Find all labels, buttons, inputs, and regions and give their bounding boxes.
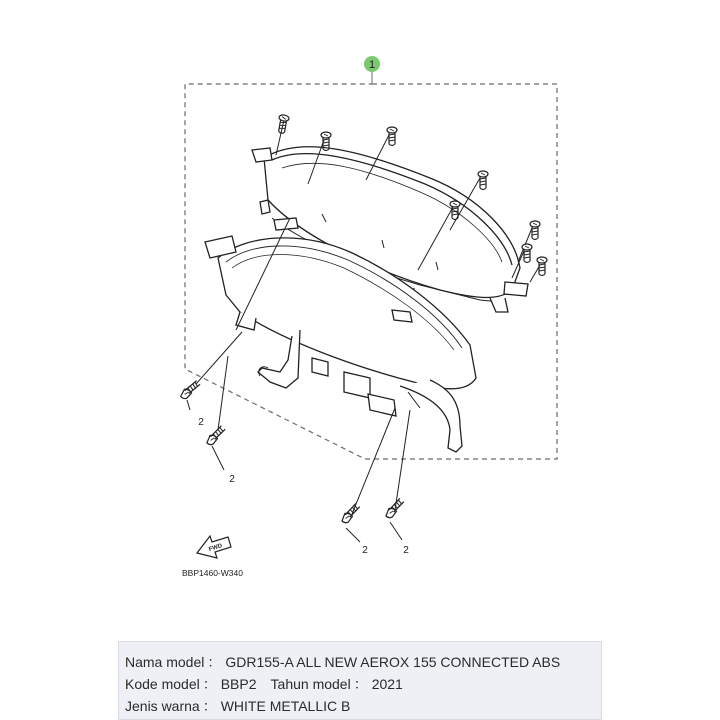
- screw: [530, 221, 540, 240]
- callout-2-a: 2: [198, 417, 204, 428]
- screw: [478, 171, 488, 190]
- model-code-row: [125, 673, 601, 695]
- model-name-label: Nama model: [125, 654, 205, 670]
- color-row: [125, 695, 601, 717]
- color-label: Jenis warna: [125, 698, 200, 714]
- fwd-label: FWD: [208, 543, 224, 554]
- model-year-value: 2021: [371, 676, 403, 692]
- screw: [206, 423, 226, 447]
- model-info-panel: [118, 641, 602, 720]
- callout-2-b: 2: [229, 474, 235, 485]
- separator: ：: [207, 654, 222, 670]
- separator: ：: [353, 676, 368, 692]
- fwd-arrow-icon: [197, 536, 231, 558]
- screw: [341, 501, 360, 525]
- callout-2-c: 2: [362, 545, 368, 556]
- screw: [180, 378, 201, 402]
- screw: [522, 244, 532, 263]
- model-year-label: Tahun model: [270, 676, 351, 692]
- callout-1: 1: [368, 59, 376, 71]
- screw: [537, 257, 547, 276]
- diagram-code: BBP1460-W340: [182, 568, 243, 578]
- model-name-row: [125, 651, 601, 673]
- callout-2-d: 2: [403, 545, 409, 556]
- separator: ：: [202, 698, 217, 714]
- screw: [387, 127, 397, 146]
- model-code-label: Kode model: [125, 676, 200, 692]
- color-value: WHITE METALLIC B: [220, 698, 351, 714]
- model-code-value: BBP2: [220, 676, 257, 692]
- screw: [385, 496, 404, 520]
- separator: ：: [202, 676, 217, 692]
- model-name-value: GDR155-A ALL NEW AEROX 155 CONNECTED ABS: [225, 654, 561, 670]
